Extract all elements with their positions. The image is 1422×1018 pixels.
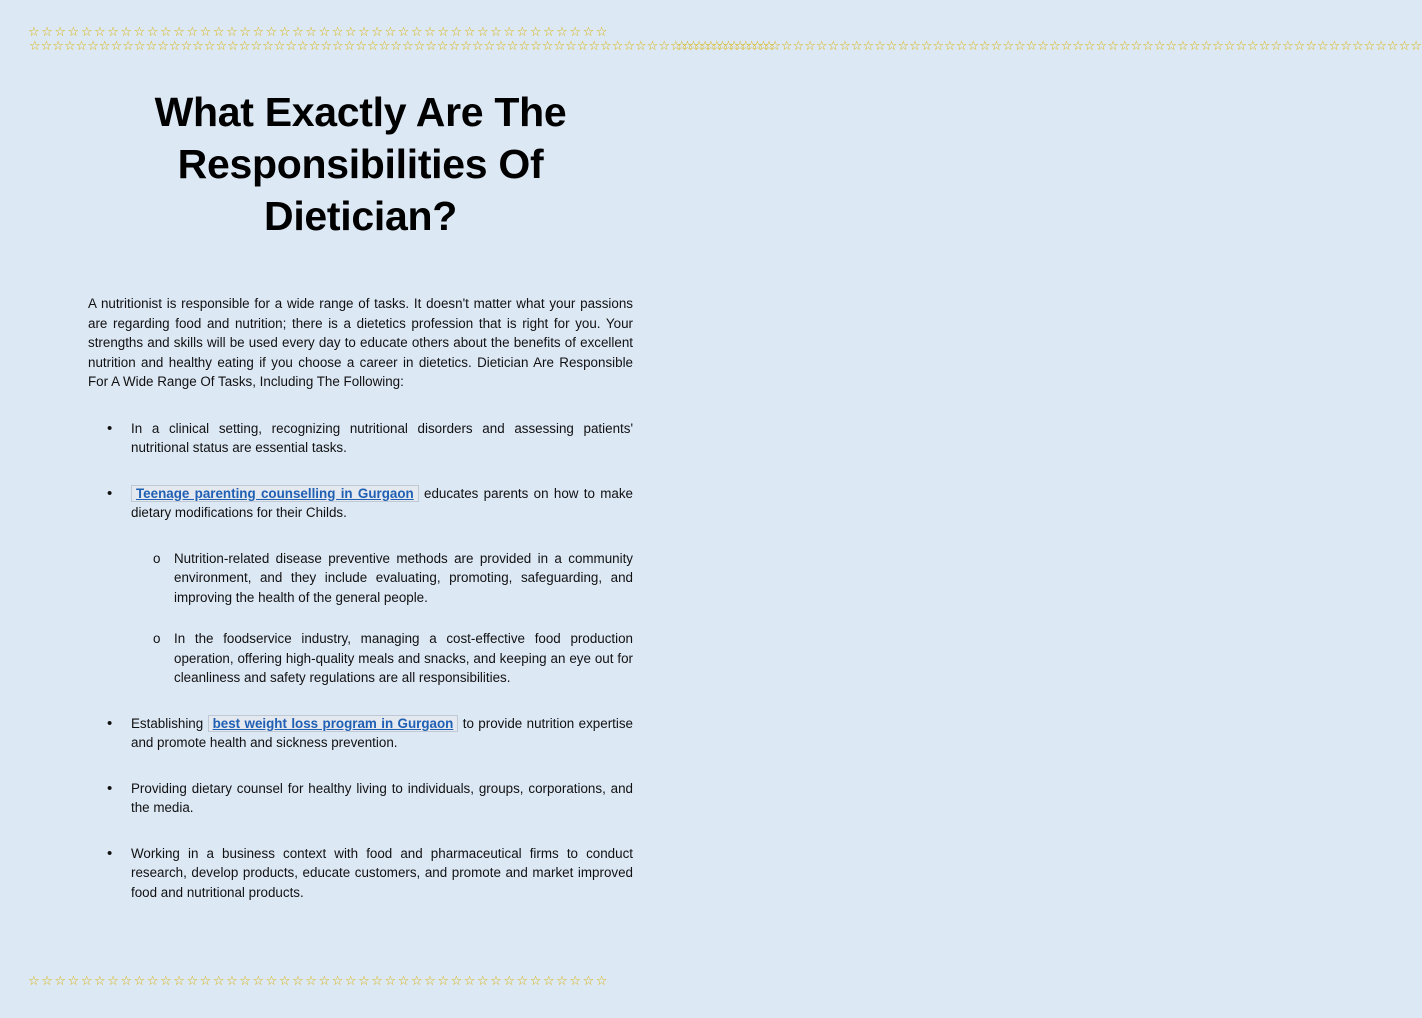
bullet-icon: • (107, 484, 113, 502)
bullet-icon: • (107, 779, 113, 797)
sub-list (131, 549, 633, 688)
intro-text: A nutritionist is responsible for a wide range of tasks. It doesn't matter what your passions are regarding food and nutrition; there is a dietetics profession that is right for you. Your strengths and skills will be used every day to educate others about the benefits of excellent nutrition and healthy eating if you choose a career in dietetics. (88, 296, 633, 370)
responsibility-list (88, 419, 633, 903)
bullet-icon: • (107, 844, 113, 862)
sub-list-item-text: Nutrition-related disease preventive methods are provided in a community environment, and they include evaluating, promoting, safeguarding, and improving the health of the general people. (174, 550, 633, 605)
list-item (88, 419, 633, 458)
list-item-text: to provide nutrition expertise and promote health and sickness prevention. (131, 715, 633, 750)
star-border-bottom: ☆☆☆☆☆☆☆☆☆☆☆☆☆☆☆☆☆☆☆☆☆☆☆☆☆☆☆☆☆☆☆☆☆☆☆☆☆☆☆☆☆☆☆☆ (28, 974, 609, 989)
list-item-text: educates parents on how to make dietary modifications for their Childs. (131, 485, 633, 520)
list-item-text: Providing dietary counsel for healthy living to individuals, groups, corporations, and the media. (131, 780, 633, 815)
list-item (88, 714, 633, 753)
list-item-text: In a clinical setting, recognizing nutritional disorders and assessing patients' nutritional status are essential tasks. (131, 420, 633, 455)
sub-list-item-text: In the foodservice industry, managing a cost-effective food production operation, offering high-quality meals and snacks, and keeping an eye out for cleanliness and safety regulations are all responsibilities. (174, 631, 633, 685)
list-item (88, 779, 633, 818)
teenage-counselling-link[interactable]: Teenage parenting counselling in Gurgaon (131, 485, 419, 502)
sub-list-item (131, 549, 633, 608)
intro-paragraph (88, 294, 633, 392)
list-item (88, 844, 633, 903)
list-item (88, 484, 633, 688)
circle-bullet-icon: o (153, 550, 161, 566)
document-body (88, 86, 633, 928)
page-title: What Exactly Are The Responsibilities Of Dietician? (154, 89, 567, 239)
star-border-right: ☆☆☆☆☆☆☆☆☆☆☆☆☆☆☆☆☆☆☆☆☆☆☆☆☆☆☆☆☆☆☆☆☆☆☆☆☆☆☆☆☆☆☆☆☆☆☆☆☆☆☆☆☆☆☆☆☆☆☆☆☆☆☆☆ (676, 39, 1422, 54)
list-item-text: Working in a business context with food and pharmaceutical firms to conduct research, develop products, educate customers, and promote and market improved food and nutritional products. (131, 845, 633, 900)
intro-lead: Dietician Are Responsible For A Wide Range Of Tasks, Including The Following: (88, 354, 633, 389)
bullet-icon: • (107, 419, 113, 437)
circle-bullet-icon: o (153, 631, 161, 646)
star-border-left: ☆☆☆☆☆☆☆☆☆☆☆☆☆☆☆☆☆☆☆☆☆☆☆☆☆☆☆☆☆☆☆☆☆☆☆☆☆☆☆☆☆☆☆☆☆☆☆☆☆☆☆☆☆☆☆☆☆☆☆☆☆☆☆☆ (29, 39, 775, 54)
bullet-icon: • (107, 714, 113, 732)
list-item-text: Establishing (131, 715, 208, 731)
weight-loss-program-link[interactable]: best weight loss program in Gurgaon (208, 715, 459, 732)
sub-list-item (131, 629, 633, 688)
star-border-top: ☆☆☆☆☆☆☆☆☆☆☆☆☆☆☆☆☆☆☆☆☆☆☆☆☆☆☆☆☆☆☆☆☆☆☆☆☆☆☆☆☆☆☆☆ (28, 25, 609, 40)
